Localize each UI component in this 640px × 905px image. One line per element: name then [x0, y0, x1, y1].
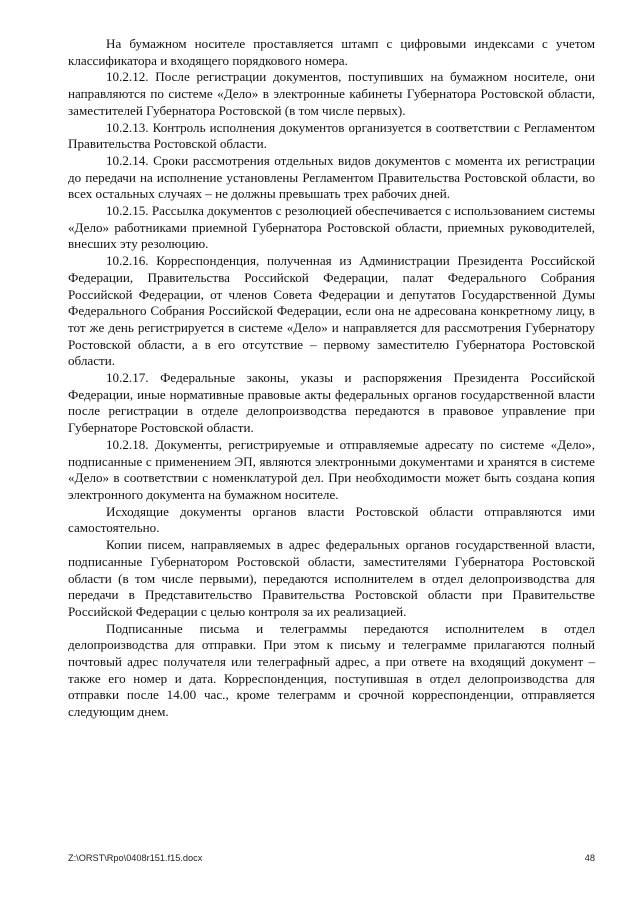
- paragraph-10-2-18: 10.2.18. Документы, регистрируемые и отправляемые адресату по системе «Дело», подписанные с применением ЭП, являются электронными документами и хранятся в системе «Дело» в соответствии с номенклатурой дел. При необходимости может быть создана копия электронного документа на бумажном носителе.: [68, 436, 595, 502]
- footer-file-path: Z:\ORST\Rpo\0408r151.f15.docx: [68, 853, 203, 863]
- paragraph-10-2-15: 10.2.15. Рассылка документов с резолюцией обеспечивается с использованием системы «Дело» работниками приемной Губернатора Ростовской области, приемных руководителей, внесших эту резолюцию.: [68, 203, 595, 252]
- paragraph-10-2-13: 10.2.13. Контроль исполнения документов организуется в соответствии с Регламентом Правительства Ростовской области.: [68, 119, 595, 152]
- page-number: 48: [584, 853, 595, 863]
- paragraph-10-2-12: 10.2.12. После регистрации документов, поступивших на бумажном носителе, они направляются по системе «Дело» в электронные кабинеты Губернатора Ростовской области, заместителей Губернатора Ростовской (в том числе первых).: [68, 69, 595, 118]
- paragraph-letter-copies: Копии писем, направляемых в адрес федеральных органов государственной власти, подписанные Губернатором Ростовской области, заместителями Губернатора Ростовской области (в том числе первыми), передаются исполнителем в отдел делопроизводства для передачи в Представительство Правительства Ростовской области при Правительстве Российской Федерации с целью контроля за их реализацией.: [68, 537, 595, 619]
- paragraph-outgoing-documents: Исходящие документы органов власти Ростовской области отправляются ими самостоятельно.: [68, 503, 595, 536]
- paragraph-10-2-14: 10.2.14. Сроки рассмотрения отдельных видов документов с момента их регистрации до передачи на исполнение установлены Регламентом Правительства Ростовской области, во всех остальных случаях – не должны превышать трех рабочих дней.: [68, 152, 595, 202]
- page-body: [68, 36, 595, 721]
- paragraph-stamp-note: На бумажном носителе проставляется штамп с цифровыми индексами с учетом классификатора и входящего порядкового номера.: [68, 36, 595, 68]
- paragraph-signed-letters: Подписанные письма и телеграммы передаются исполнителем в отдел делопроизводства для отправки. При этом к письму и телеграмме прилагаются полный почтовый адрес получателя или телеграфный адрес, а при ответе на входящий документ – также его номер и дата. Корреспонденция, поступившая в отдел делопроизводства для отправки после 14.00 час., кроме телеграмм и срочной корреспонденции, отправляется следующим днем.: [68, 620, 595, 720]
- paragraph-10-2-17: 10.2.17. Федеральные законы, указы и распоряжения Президента Российской Федерации, иные нормативные правовые акты федеральных органов государственной власти после регистрации в отделе делопроизводства передаются в правовое управление при Губернаторе Ростовской области.: [68, 370, 595, 436]
- paragraph-10-2-16: 10.2.16. Корреспонденция, полученная из Администрации Президента Российской Федерации, Правительства Российской Федерации, палат Федерального Собрания Российской Федерации, от членов Совета Федерации и депутатов Государственной Думы Федерального Собрания Российской Федерации, если она не адресована конкретному лицу, в тот же день регистрируется в системе «Дело» и направляется для рассмотрения Губернатору Ростовской области, а в его отсутствие – первому заместителю Губернатора Ростовской области.: [68, 253, 595, 369]
